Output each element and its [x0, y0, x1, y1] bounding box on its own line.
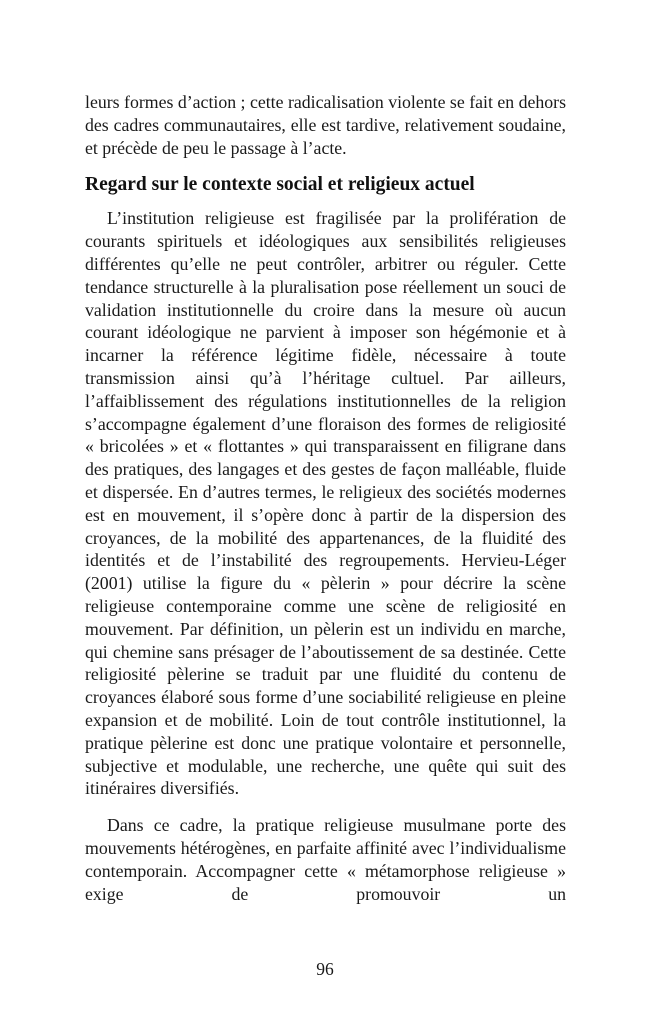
page-number: 96	[316, 959, 334, 979]
page-body	[85, 91, 566, 905]
body-paragraph-1: L’institution religieuse est fragilisée par la prolifération de courants spirituels et idéologiques aux sensibilités religieuses différentes qu’elle ne peut contrôler, arbitrer ou réguler. Cette tendance structurelle à la pluralisation pose réellement un souci de validation institutionnelle du croire dans la mesure où aucun courant idéologique ne parvient à imposer son hégémonie et à incarner la référence légitime fidèle, nécessaire à toute transmission ainsi qu’à l’héritage cultuel. Par ailleurs, l’affaiblissement des régulations institutionnelles de la religion s’accompagne également d’une floraison des formes de religiosité « bricolées » et « flottantes » qui transparaissent en filigrane dans des pratiques, des langages et des gestes de façon malléable, fluide et dispersée. En d’autres termes, le religieux des sociétés modernes est en mouvement, il s’opère donc à partir de la dispersion des croyances, de la mobilité des appartenances, de la fluidité des identités et de l’instabilité des regroupements. Hervieu-Léger (2001) utilise la figure du « pèlerin » pour décrire la scène religieuse contemporaine comme une scène de religiosité en mouvement. Par définition, un pèlerin est un individu en marche, qui chemine sans présager de l’aboutissement de sa destinée. Cette religiosité pèlerine se traduit par une fluidité du contenu de croyances élaboré sous forme d’une sociabilité religieuse en pleine expansion et de mobilité. Loin de tout contrôle institutionnel, la pratique pèlerine est donc une pratique volontaire et personnelle, subjective et modulable, une recherche, une quête qui suit des itinéraires diversifiés.	[85, 208, 566, 799]
section-heading: Regard sur le contexte social et religieux actuel	[85, 174, 475, 196]
continuation-paragraph: leurs formes d’action ; cette radicalisation violente se fait en dehors des cadres communautaires, elle est tardive, relativement soudaine, et précède de peu le passage à l’acte.	[85, 92, 566, 158]
body-paragraph-2: Dans ce cadre, la pratique religieuse musulmane porte des mouvements hétérogènes, en parfaite affinité avec l’individualisme contemporain. Accompagner cette « métamorphose religieuse » exige de promouvoir un	[85, 815, 566, 904]
